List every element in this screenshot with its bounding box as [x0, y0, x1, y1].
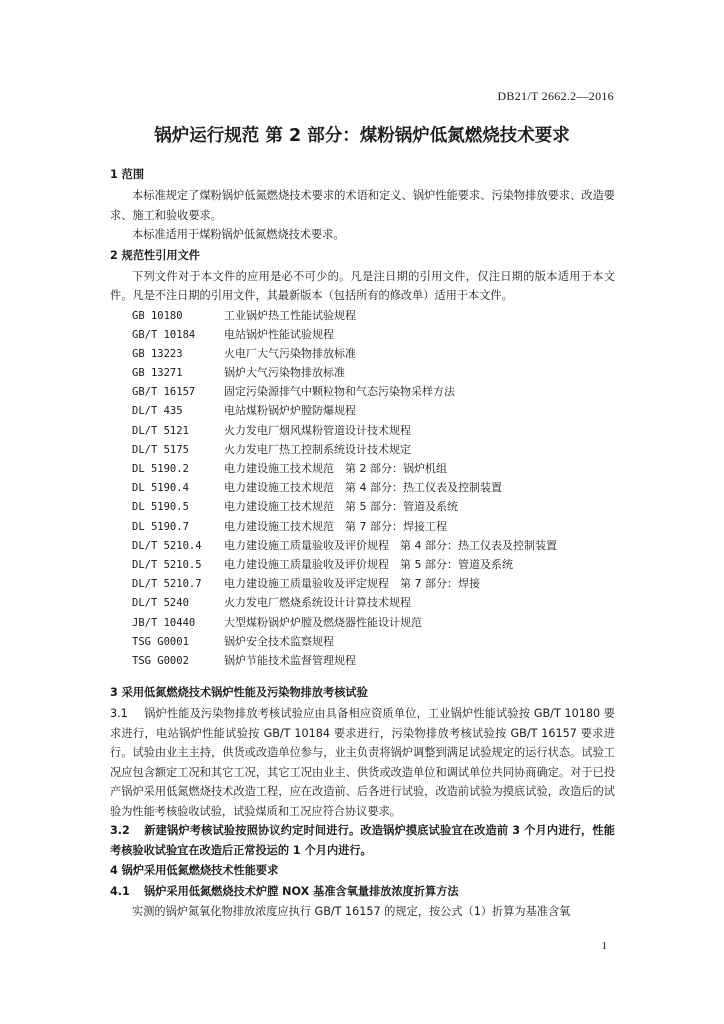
reference-code: GB/T 10184	[132, 328, 196, 341]
reference-item	[110, 574, 615, 593]
reference-name: 电力建设施工质量验收及评价规程 第 5 部分：管道及系统	[224, 557, 513, 571]
clause-number: 4.1	[110, 885, 130, 899]
clause-text: 锅炉性能及污染物排放考核试验应由具备相应资质单位，工业锅炉性能试验按 GB/T 10180 要求进行，电站锅炉性能试验按 GB/T 10184 要求进行，污染物排放考核试验按 GB/T 16157 要求进行。试验由业主主持，供货或改造单位参与，业主负责将锅炉调整到满足试验规定的运行状态。试验工况应包含额定工况和其它工况，其它工况由业主、供货或改造单位和调试单位共同协商确定。对于已投产锅炉采用低氮燃烧技术改造工程，应在改造前、后各进行试验，改造前试验为摸底试验，改造后的试验为性能考核验收试验，试验煤质和工况应符合协议要求。	[110, 707, 615, 818]
reference-code: DL/T 435	[132, 405, 183, 418]
reference-name: 火力发电厂烟风煤粉管道设计技术规程	[224, 423, 411, 437]
standard-code: DB21/T 2662.2—2016	[497, 89, 614, 103]
clause-number: 3.1	[110, 707, 128, 721]
reference-code: DL/T 5210.5	[132, 558, 202, 571]
reference-item	[110, 613, 615, 632]
reference-item	[110, 632, 615, 651]
reference-code: DL/T 5210.7	[132, 578, 202, 591]
reference-name: 电站锅炉性能试验规程	[224, 327, 334, 341]
reference-name: 大型煤粉锅炉炉膛及燃烧器性能设计规范	[224, 615, 422, 629]
reference-name: 电力建设施工技术规范 第 7 部分：焊接工程	[224, 519, 447, 533]
reference-code: GB/T 16157	[132, 386, 196, 399]
reference-item	[110, 421, 615, 440]
reference-item	[110, 306, 615, 325]
reference-list	[110, 306, 615, 671]
reference-name: 固定污染源排气中颗粒物和气态污染物采样方法	[224, 385, 455, 399]
reference-name: 电力建设施工质量验收及评价规程 第 4 部分：热工仪表及控制装置	[224, 538, 557, 552]
clause-text: 锅炉采用低氮燃烧技术炉膛 NOX 基准含氧量排放浓度折算方法	[144, 885, 459, 899]
reference-name: 工业锅炉热工性能试验规程	[224, 308, 356, 322]
reference-item	[110, 536, 615, 555]
reference-name: 锅炉大气污染物排放标准	[224, 366, 345, 380]
section-3-heading: 3 采用低氮燃烧技术锅炉性能及污染物排放考核试验	[110, 686, 368, 700]
section-2-heading: 2 规范性引用文件	[110, 248, 200, 262]
reference-name: 电力建设施工技术规范 第 4 部分：热工仪表及控制装置	[224, 481, 502, 495]
section-2-intro: 下列文件对于本文件的应用是必不可少的。凡是注日期的引用文件，仅注日期的版本适用于本文件。凡是不注日期的引用文件，其最新版本（包括所有的修改单）适用于本文件。	[110, 269, 615, 302]
reference-code: GB 10180	[132, 309, 183, 322]
reference-code: JB/T 10440	[132, 616, 196, 629]
clause-4-1-paragraph: 实测的锅炉氮氧化物排放浓度应执行 GB/T 16157 的规定，按公式（1）折算为基准含氧	[132, 904, 571, 918]
document-body	[110, 164, 615, 921]
section-1-paragraph-1: 本标准规定了煤粉锅炉低氮燃烧技术要求的术语和定义、锅炉性能要求、污染物排放要求、改造要求、施工和验收要求。	[110, 189, 615, 222]
reference-name: 火电厂大气污染物排放标准	[224, 346, 356, 360]
reference-name: 火力发电厂热工控制系统设计技术规定	[224, 442, 411, 456]
reference-item	[110, 401, 615, 420]
reference-code: DL 5190.7	[132, 520, 189, 533]
reference-code: DL/T 5240	[132, 597, 189, 610]
reference-item	[110, 363, 615, 382]
reference-code: DL 5190.5	[132, 501, 189, 514]
reference-item	[110, 325, 615, 344]
reference-code: GB 13223	[132, 347, 183, 360]
reference-name: 火力发电厂燃烧系统设计计算技术规程	[224, 596, 411, 610]
reference-code: DL/T 5175	[132, 443, 189, 456]
reference-item	[110, 440, 615, 459]
clause-number: 3.2	[110, 824, 130, 838]
reference-item	[110, 555, 615, 574]
section-1-heading: 1 范围	[110, 168, 145, 181]
reference-item	[110, 497, 615, 516]
reference-name: 电站煤粉锅炉炉膛防爆规程	[224, 404, 356, 418]
reference-name: 电力建设施工技术规范 第 5 部分：管道及系统	[224, 500, 458, 514]
clause-3-1	[110, 704, 615, 821]
reference-name: 锅炉安全技术监察规程	[224, 634, 334, 648]
reference-item	[110, 651, 615, 670]
reference-item	[110, 459, 615, 478]
section-1-paragraph-2: 本标准适用于煤粉锅炉低氮燃烧技术要求。	[132, 228, 345, 241]
section-4-heading: 4 锅炉采用低氮燃烧技术性能要求	[110, 864, 279, 878]
reference-item	[110, 344, 615, 363]
page-number: 1	[601, 940, 607, 952]
clause-4-1	[110, 882, 615, 902]
reference-code: TSG G0002	[132, 654, 189, 667]
reference-code: GB 13271	[132, 367, 183, 380]
reference-code: DL/T 5121	[132, 424, 189, 437]
section-spacer	[110, 670, 615, 682]
clause-3-2	[110, 821, 615, 860]
reference-code: TSG G0001	[132, 635, 189, 648]
document-title: 锅炉运行规范 第 2 部分：煤粉锅炉低氮燃烧技术要求	[154, 126, 570, 146]
reference-code: DL/T 5210.4	[132, 539, 202, 552]
reference-item	[110, 478, 615, 497]
reference-item	[110, 593, 615, 612]
reference-code: DL 5190.2	[132, 463, 189, 475]
reference-name: 电力建设施工技术规范 第 2 部分：锅炉机组	[224, 462, 447, 475]
reference-code: DL 5190.4	[132, 482, 189, 495]
reference-name: 电力建设施工质量验收及评定规程 第 7 部分：焊接	[224, 577, 480, 591]
reference-item	[110, 517, 615, 536]
clause-text: 新建锅炉考核试验按照协议约定时间进行。改造锅炉摸底试验宜在改造前 3 个月内进行，性能考核验收试验宜在改造后正常投运的 1 个月内进行。	[110, 824, 615, 857]
reference-name: 锅炉节能技术监督管理规程	[224, 653, 356, 667]
reference-item	[110, 382, 615, 401]
